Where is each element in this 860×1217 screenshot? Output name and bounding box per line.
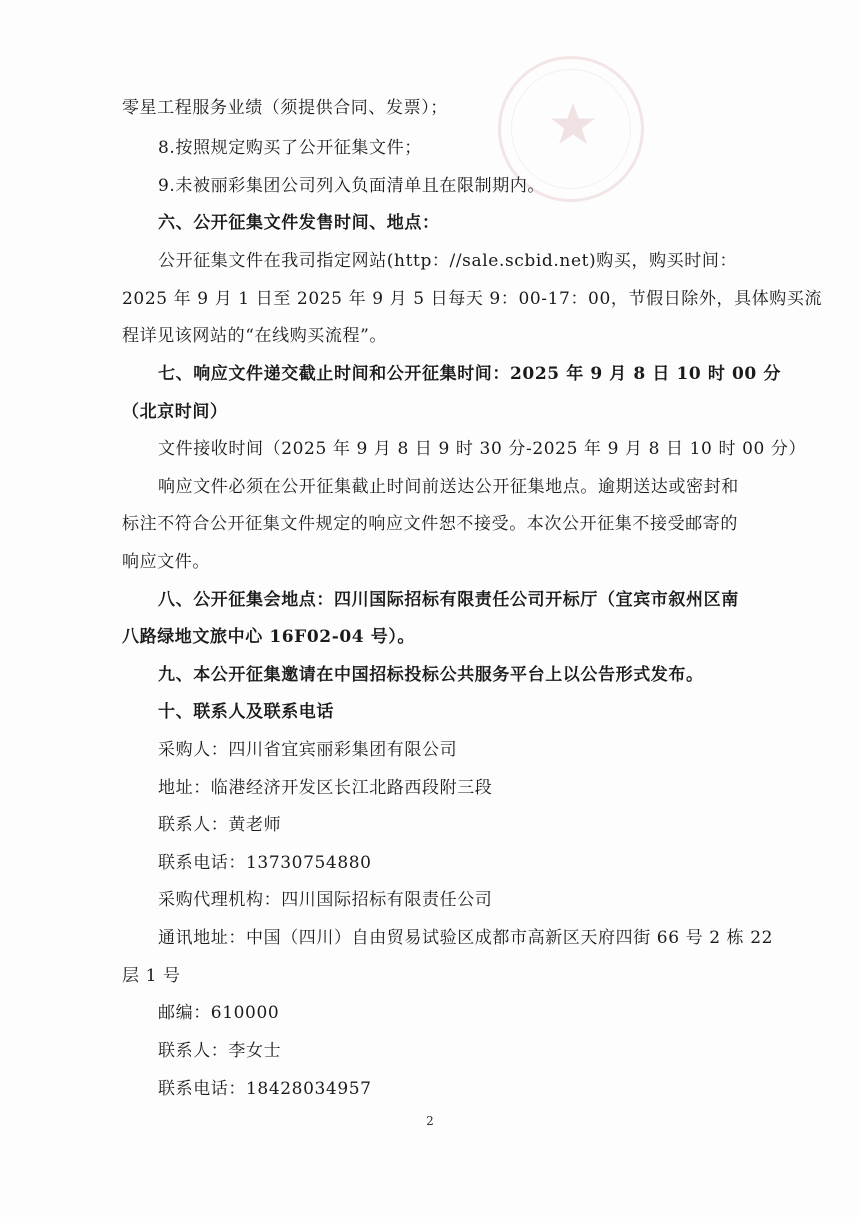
section-heading-ten: 十、联系人及联系电话: [158, 702, 334, 722]
text-line-5: 公开征集文件在我司指定网站(http：//sale.scbid.net)购买，购买时间：: [158, 251, 738, 271]
text-line-13: 响应文件。: [122, 552, 210, 572]
text-line-6: 2025 年 9 月 1 日至 2025 年 9 月 5 日每天 9：00-17：00，节假日除外，具体购买流: [122, 289, 823, 309]
agency-contact-person-line: 联系人：李女士: [158, 1041, 282, 1061]
text-line-11: 响应文件必须在公开征集截止时间前送达公开征集地点。逾期送达或密封和: [158, 477, 739, 497]
agency-line: 采购代理机构：四川国际招标有限责任公司: [158, 890, 493, 910]
text-line-12: 标注不符合公开征集文件规定的响应文件恕不接受。本次公开征集不接受邮寄的: [122, 514, 738, 534]
text-line-3: 9.未被丽彩集团公司列入负面清单且在限制期内。: [158, 176, 546, 196]
section-heading-six: 六、公开征集文件发售时间、地点：: [158, 213, 440, 233]
agency-contact-phone-line: 联系电话：18428034957: [158, 1079, 372, 1099]
section-heading-nine: 九、本公开征集邀请在中国招标投标公共服务平台上以公告形式发布。: [158, 665, 704, 685]
section-heading-eight: 八、公开征集会地点：四川国际招标有限责任公司开标厅（宜宾市叙州区南: [158, 590, 739, 610]
address-line: 地址：临港经济开发区长江北路西段附三段: [158, 778, 493, 798]
text-line-1: 零星工程服务业绩（须提供合同、发票）；: [122, 98, 448, 118]
mailing-address-line: 通讯地址：中国（四川）自由贸易试验区成都市高新区天府四街 66 号 2 栋 22: [158, 928, 774, 948]
section-heading-seven-cont: （北京时间）: [122, 402, 228, 422]
section-heading-seven: 七、响应文件递交截止时间和公开征集时间：2025 年 9 月 8 日 10 时 00 分: [158, 364, 781, 384]
purchaser-line: 采购人：四川省宜宾丽彩集团有限公司: [158, 740, 458, 760]
text-line-2: 8.按照规定购买了公开征集文件；: [158, 138, 422, 158]
contact-person-line: 联系人：黄老师: [158, 815, 282, 835]
text-line-7: 程详见该网站的“在线购买流程”。: [122, 326, 387, 346]
seal-star-icon: [549, 101, 597, 147]
page-number: 2: [426, 1114, 434, 1128]
text-line-10: 文件接收时间（2025 年 9 月 8 日 9 时 30 分-2025 年 9 月 8 日 10 时 00 分）: [158, 439, 807, 459]
postcode-line: 邮编：610000: [158, 1003, 280, 1023]
contact-phone-line: 联系电话：13730754880: [158, 853, 372, 873]
section-heading-eight-cont: 八路绿地文旅中心 16F02-04 号）。: [122, 627, 416, 647]
mailing-address-line-cont: 层 1 号: [122, 966, 181, 986]
